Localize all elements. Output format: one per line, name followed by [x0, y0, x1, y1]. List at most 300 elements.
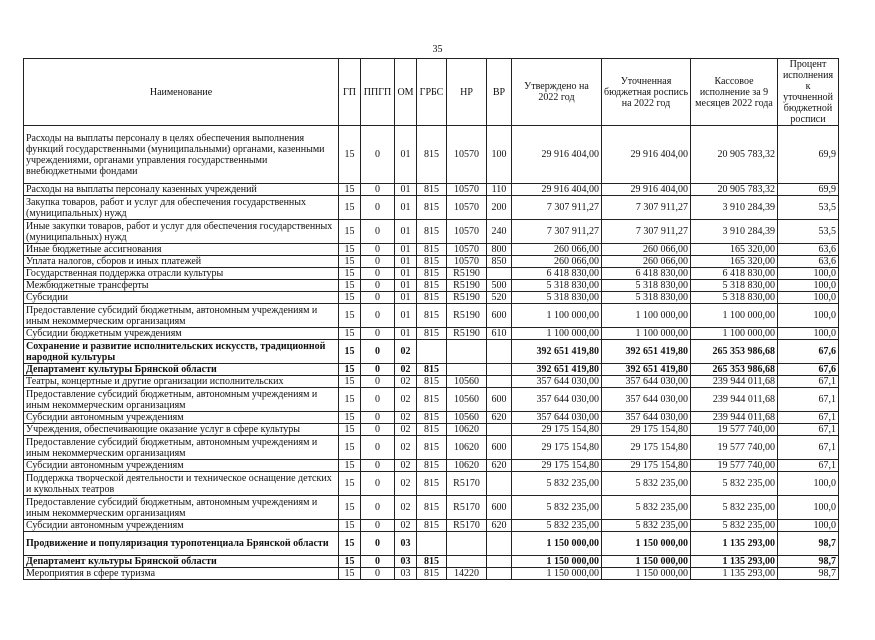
table-row — [24, 376, 839, 388]
cell-approved: 29 175 154,80 — [512, 436, 602, 460]
cell-vr — [487, 568, 512, 580]
cell-ppgp: 0 — [361, 376, 395, 388]
cell-name: Расходы на выплаты персоналу казенных учреждений — [24, 184, 339, 196]
cell-ppgp: 0 — [361, 126, 395, 184]
cell-gp: 15 — [339, 328, 361, 340]
cell-gp: 15 — [339, 340, 361, 364]
cell-name: Иные закупки товаров, работ и услуг для обеспечения государственных (муниципальных) нужд — [24, 220, 339, 244]
cell-om: 03 — [395, 568, 417, 580]
cell-approved: 357 644 030,00 — [512, 388, 602, 412]
cell-vr — [487, 556, 512, 568]
table-row — [24, 460, 839, 472]
cell-grbs — [417, 340, 447, 364]
cell-cash: 5 832 235,00 — [691, 496, 778, 520]
cell-approved: 29 916 404,00 — [512, 184, 602, 196]
cell-ppgp: 0 — [361, 424, 395, 436]
cell-vr: 500 — [487, 280, 512, 292]
cell-gp: 15 — [339, 520, 361, 532]
header-cash: Кассовое исполнение за 9 месяцев 2022 года — [691, 59, 778, 126]
cell-gp: 15 — [339, 280, 361, 292]
cell-gp: 15 — [339, 388, 361, 412]
cell-percent: 100,0 — [778, 520, 839, 532]
cell-percent: 100,0 — [778, 496, 839, 520]
cell-percent: 53,5 — [778, 220, 839, 244]
cell-percent: 100,0 — [778, 328, 839, 340]
cell-nr — [447, 532, 487, 556]
cell-grbs: 815 — [417, 520, 447, 532]
cell-vr: 520 — [487, 292, 512, 304]
cell-approved: 260 066,00 — [512, 244, 602, 256]
cell-percent: 98,7 — [778, 568, 839, 580]
cell-name: Департамент культуры Брянской области — [24, 364, 339, 376]
cell-gp: 15 — [339, 292, 361, 304]
cell-vr: 620 — [487, 520, 512, 532]
header-grbs: ГРБС — [417, 59, 447, 126]
cell-grbs — [417, 532, 447, 556]
cell-gp: 15 — [339, 196, 361, 220]
cell-vr: 620 — [487, 460, 512, 472]
cell-ppgp: 0 — [361, 436, 395, 460]
cell-refined: 357 644 030,00 — [602, 376, 691, 388]
cell-approved: 5 318 830,00 — [512, 292, 602, 304]
cell-approved: 5 832 235,00 — [512, 520, 602, 532]
cell-grbs: 815 — [417, 126, 447, 184]
cell-refined: 357 644 030,00 — [602, 388, 691, 412]
cell-approved: 1 150 000,00 — [512, 556, 602, 568]
cell-cash: 1 135 293,00 — [691, 532, 778, 556]
table-row — [24, 556, 839, 568]
cell-refined: 392 651 419,80 — [602, 340, 691, 364]
cell-cash: 1 135 293,00 — [691, 556, 778, 568]
cell-gp: 15 — [339, 376, 361, 388]
table-header-row — [24, 59, 839, 126]
table-row — [24, 126, 839, 184]
table-row — [24, 532, 839, 556]
cell-approved: 260 066,00 — [512, 256, 602, 268]
cell-om: 02 — [395, 388, 417, 412]
cell-gp: 15 — [339, 220, 361, 244]
cell-grbs: 815 — [417, 460, 447, 472]
table-row — [24, 220, 839, 244]
cell-approved: 357 644 030,00 — [512, 412, 602, 424]
cell-nr: 10560 — [447, 412, 487, 424]
cell-approved: 5 832 235,00 — [512, 472, 602, 496]
cell-cash: 1 100 000,00 — [691, 304, 778, 328]
cell-name: Государственная поддержка отрасли культуры — [24, 268, 339, 280]
table-row — [24, 256, 839, 268]
cell-refined: 7 307 911,27 — [602, 220, 691, 244]
cell-refined: 29 175 154,80 — [602, 460, 691, 472]
cell-percent: 67,1 — [778, 460, 839, 472]
cell-vr: 610 — [487, 328, 512, 340]
cell-nr: R5190 — [447, 268, 487, 280]
cell-nr: R5190 — [447, 304, 487, 328]
table-row — [24, 424, 839, 436]
cell-approved: 7 307 911,27 — [512, 220, 602, 244]
cell-cash: 265 353 986,68 — [691, 364, 778, 376]
cell-name: Иные бюджетные ассигнования — [24, 244, 339, 256]
cell-nr: R5170 — [447, 472, 487, 496]
cell-gp: 15 — [339, 412, 361, 424]
table-row — [24, 520, 839, 532]
cell-vr: 850 — [487, 256, 512, 268]
cell-cash: 165 320,00 — [691, 244, 778, 256]
cell-ppgp: 0 — [361, 460, 395, 472]
cell-name: Предоставление субсидий бюджетным, автономным учреждениям и иным некоммерческим организациям — [24, 304, 339, 328]
cell-refined: 1 100 000,00 — [602, 304, 691, 328]
cell-grbs: 815 — [417, 472, 447, 496]
cell-ppgp: 0 — [361, 520, 395, 532]
cell-gp: 15 — [339, 256, 361, 268]
cell-om: 02 — [395, 340, 417, 364]
cell-percent: 53,5 — [778, 196, 839, 220]
cell-name: Закупка товаров, работ и услуг для обеспечения государственных (муниципальных) нужд — [24, 196, 339, 220]
cell-cash: 3 910 284,39 — [691, 196, 778, 220]
cell-nr: 10560 — [447, 388, 487, 412]
cell-nr: R5190 — [447, 292, 487, 304]
cell-name: Субсидии автономным учреждениям — [24, 412, 339, 424]
cell-grbs: 815 — [417, 388, 447, 412]
header-approved: Утверждено на 2022 год — [512, 59, 602, 126]
cell-vr — [487, 424, 512, 436]
cell-cash: 19 577 740,00 — [691, 460, 778, 472]
cell-name: Мероприятия в сфере туризма — [24, 568, 339, 580]
cell-refined: 29 175 154,80 — [602, 424, 691, 436]
cell-approved: 357 644 030,00 — [512, 376, 602, 388]
cell-name: Уплата налогов, сборов и иных платежей — [24, 256, 339, 268]
cell-refined: 260 066,00 — [602, 256, 691, 268]
cell-percent: 67,6 — [778, 364, 839, 376]
cell-nr — [447, 364, 487, 376]
cell-cash: 239 944 011,68 — [691, 412, 778, 424]
cell-om: 03 — [395, 556, 417, 568]
cell-name: Предоставление субсидий бюджетным, автономным учреждениям и иным некоммерческим организациям — [24, 436, 339, 460]
cell-grbs: 815 — [417, 436, 447, 460]
cell-refined: 7 307 911,27 — [602, 196, 691, 220]
cell-grbs: 815 — [417, 364, 447, 376]
cell-vr: 240 — [487, 220, 512, 244]
cell-nr: R5190 — [447, 328, 487, 340]
cell-grbs: 815 — [417, 556, 447, 568]
cell-om: 01 — [395, 268, 417, 280]
cell-refined: 5 832 235,00 — [602, 520, 691, 532]
cell-ppgp: 0 — [361, 532, 395, 556]
cell-approved: 5 318 830,00 — [512, 280, 602, 292]
cell-approved: 1 150 000,00 — [512, 532, 602, 556]
cell-nr: 10570 — [447, 184, 487, 196]
cell-name: Межбюджетные трансферты — [24, 280, 339, 292]
header-gp: ГП — [339, 59, 361, 126]
cell-cash: 3 910 284,39 — [691, 220, 778, 244]
cell-approved: 6 418 830,00 — [512, 268, 602, 280]
cell-ppgp: 0 — [361, 256, 395, 268]
cell-refined: 29 916 404,00 — [602, 126, 691, 184]
cell-vr: 600 — [487, 436, 512, 460]
cell-ppgp: 0 — [361, 304, 395, 328]
cell-gp: 15 — [339, 496, 361, 520]
cell-name: Департамент культуры Брянской области — [24, 556, 339, 568]
cell-cash: 5 832 235,00 — [691, 520, 778, 532]
cell-om: 02 — [395, 364, 417, 376]
cell-percent: 69,9 — [778, 126, 839, 184]
cell-grbs: 815 — [417, 196, 447, 220]
cell-om: 02 — [395, 424, 417, 436]
cell-refined: 1 100 000,00 — [602, 328, 691, 340]
cell-refined: 392 651 419,80 — [602, 364, 691, 376]
cell-name: Субсидии — [24, 292, 339, 304]
cell-nr: R5170 — [447, 496, 487, 520]
cell-gp: 15 — [339, 184, 361, 196]
cell-om: 01 — [395, 220, 417, 244]
cell-name: Предоставление субсидий бюджетным, автономным учреждениям и иным некоммерческим организациям — [24, 388, 339, 412]
cell-grbs: 815 — [417, 268, 447, 280]
cell-om: 01 — [395, 328, 417, 340]
table-row — [24, 340, 839, 364]
cell-nr: 10570 — [447, 196, 487, 220]
cell-grbs: 815 — [417, 412, 447, 424]
cell-refined: 5 832 235,00 — [602, 472, 691, 496]
cell-grbs: 815 — [417, 292, 447, 304]
cell-name: Учреждения, обеспечивающие оказание услуг в сфере культуры — [24, 424, 339, 436]
cell-grbs: 815 — [417, 376, 447, 388]
cell-percent: 67,1 — [778, 388, 839, 412]
cell-cash: 239 944 011,68 — [691, 376, 778, 388]
cell-nr: 10620 — [447, 424, 487, 436]
cell-name: Поддержка творческой деятельности и техническое оснащение детских и кукольных театров — [24, 472, 339, 496]
cell-percent: 63,6 — [778, 256, 839, 268]
header-vr: ВР — [487, 59, 512, 126]
cell-cash: 265 353 986,68 — [691, 340, 778, 364]
cell-gp: 15 — [339, 424, 361, 436]
cell-om: 01 — [395, 244, 417, 256]
cell-percent: 67,6 — [778, 340, 839, 364]
cell-vr: 620 — [487, 412, 512, 424]
cell-nr — [447, 340, 487, 364]
header-om: ОМ — [395, 59, 417, 126]
cell-cash: 6 418 830,00 — [691, 268, 778, 280]
cell-name: Сохранение и развитие исполнительских искусств, традиционной народной культуры — [24, 340, 339, 364]
cell-vr — [487, 472, 512, 496]
cell-name: Субсидии автономным учреждениям — [24, 460, 339, 472]
cell-percent: 67,1 — [778, 376, 839, 388]
cell-refined: 357 644 030,00 — [602, 412, 691, 424]
cell-cash: 20 905 783,32 — [691, 126, 778, 184]
table-row — [24, 280, 839, 292]
cell-gp: 15 — [339, 568, 361, 580]
cell-percent: 67,1 — [778, 412, 839, 424]
cell-nr: 10620 — [447, 436, 487, 460]
cell-cash: 1 135 293,00 — [691, 568, 778, 580]
cell-ppgp: 0 — [361, 340, 395, 364]
cell-approved: 7 307 911,27 — [512, 196, 602, 220]
cell-vr: 100 — [487, 126, 512, 184]
cell-ppgp: 0 — [361, 388, 395, 412]
header-ppgp: ППГП — [361, 59, 395, 126]
cell-name: Театры, концертные и другие организации исполнительских — [24, 376, 339, 388]
cell-om: 01 — [395, 126, 417, 184]
cell-percent: 100,0 — [778, 268, 839, 280]
cell-cash: 19 577 740,00 — [691, 436, 778, 460]
cell-vr: 110 — [487, 184, 512, 196]
cell-vr: 600 — [487, 388, 512, 412]
cell-grbs: 815 — [417, 568, 447, 580]
table-row — [24, 328, 839, 340]
cell-vr — [487, 268, 512, 280]
cell-refined: 6 418 830,00 — [602, 268, 691, 280]
cell-gp: 15 — [339, 472, 361, 496]
cell-ppgp: 0 — [361, 328, 395, 340]
table-row — [24, 292, 839, 304]
cell-vr: 800 — [487, 244, 512, 256]
cell-approved: 1 100 000,00 — [512, 304, 602, 328]
cell-approved: 29 175 154,80 — [512, 460, 602, 472]
cell-grbs: 815 — [417, 220, 447, 244]
cell-name: Субсидии автономным учреждениям — [24, 520, 339, 532]
cell-vr — [487, 364, 512, 376]
cell-nr — [447, 556, 487, 568]
cell-percent: 63,6 — [778, 244, 839, 256]
table-row — [24, 472, 839, 496]
cell-percent: 67,1 — [778, 436, 839, 460]
cell-nr: R5170 — [447, 520, 487, 532]
cell-ppgp: 0 — [361, 244, 395, 256]
cell-cash: 20 905 783,32 — [691, 184, 778, 196]
cell-percent: 100,0 — [778, 472, 839, 496]
budget-table — [23, 58, 839, 580]
cell-om: 03 — [395, 532, 417, 556]
cell-nr: 14220 — [447, 568, 487, 580]
cell-grbs: 815 — [417, 496, 447, 520]
cell-ppgp: 0 — [361, 220, 395, 244]
cell-om: 01 — [395, 292, 417, 304]
cell-gp: 15 — [339, 304, 361, 328]
cell-grbs: 815 — [417, 328, 447, 340]
cell-gp: 15 — [339, 268, 361, 280]
cell-cash: 19 577 740,00 — [691, 424, 778, 436]
cell-nr: 10570 — [447, 244, 487, 256]
table-row — [24, 268, 839, 280]
cell-name: Предоставление субсидий бюджетным, автономным учреждениям и иным некоммерческим организациям — [24, 496, 339, 520]
cell-cash: 5 832 235,00 — [691, 472, 778, 496]
cell-percent: 100,0 — [778, 292, 839, 304]
cell-refined: 5 318 830,00 — [602, 292, 691, 304]
cell-om: 01 — [395, 280, 417, 292]
table-row — [24, 196, 839, 220]
cell-vr: 600 — [487, 304, 512, 328]
cell-ppgp: 0 — [361, 568, 395, 580]
cell-percent: 67,1 — [778, 424, 839, 436]
cell-ppgp: 0 — [361, 292, 395, 304]
header-refined: Уточненная бюджетная роспись на 2022 год — [602, 59, 691, 126]
cell-grbs: 815 — [417, 424, 447, 436]
cell-vr — [487, 376, 512, 388]
cell-grbs: 815 — [417, 280, 447, 292]
cell-refined: 5 318 830,00 — [602, 280, 691, 292]
page-number: 35 — [432, 44, 443, 55]
cell-approved: 29 175 154,80 — [512, 424, 602, 436]
cell-refined: 29 175 154,80 — [602, 436, 691, 460]
cell-approved: 1 100 000,00 — [512, 328, 602, 340]
cell-refined: 1 150 000,00 — [602, 532, 691, 556]
cell-om: 01 — [395, 304, 417, 328]
cell-ppgp: 0 — [361, 496, 395, 520]
cell-vr: 200 — [487, 196, 512, 220]
cell-approved: 392 651 419,80 — [512, 364, 602, 376]
cell-vr: 600 — [487, 496, 512, 520]
cell-percent: 100,0 — [778, 304, 839, 328]
cell-refined: 5 832 235,00 — [602, 496, 691, 520]
table-row — [24, 568, 839, 580]
cell-refined: 29 916 404,00 — [602, 184, 691, 196]
cell-nr: 10570 — [447, 126, 487, 184]
cell-gp: 15 — [339, 126, 361, 184]
cell-nr: R5190 — [447, 280, 487, 292]
table-row — [24, 364, 839, 376]
cell-vr — [487, 532, 512, 556]
cell-name: Продвижение и популяризация туропотенциала Брянской области — [24, 532, 339, 556]
cell-refined: 1 150 000,00 — [602, 556, 691, 568]
cell-cash: 239 944 011,68 — [691, 388, 778, 412]
cell-nr: 10570 — [447, 256, 487, 268]
cell-approved: 392 651 419,80 — [512, 340, 602, 364]
cell-nr: 10620 — [447, 460, 487, 472]
cell-om: 01 — [395, 184, 417, 196]
cell-cash: 5 318 830,00 — [691, 280, 778, 292]
cell-grbs: 815 — [417, 304, 447, 328]
cell-approved: 1 150 000,00 — [512, 568, 602, 580]
cell-percent: 100,0 — [778, 280, 839, 292]
cell-percent: 98,7 — [778, 532, 839, 556]
cell-grbs: 815 — [417, 184, 447, 196]
cell-cash: 165 320,00 — [691, 256, 778, 268]
cell-gp: 15 — [339, 364, 361, 376]
cell-gp: 15 — [339, 532, 361, 556]
cell-ppgp: 0 — [361, 280, 395, 292]
cell-ppgp: 0 — [361, 556, 395, 568]
table-row — [24, 436, 839, 460]
cell-ppgp: 0 — [361, 184, 395, 196]
cell-om: 02 — [395, 376, 417, 388]
cell-om: 02 — [395, 436, 417, 460]
cell-name: Расходы на выплаты персоналу в целях обеспечения выполнения функций государственными (муниципальными) органами, казенными учреждениями, органами управления государственными внебюджетными фондами — [24, 126, 339, 184]
cell-nr: 10570 — [447, 220, 487, 244]
cell-nr: 10560 — [447, 376, 487, 388]
table-row — [24, 388, 839, 412]
cell-cash: 1 100 000,00 — [691, 328, 778, 340]
cell-om: 02 — [395, 496, 417, 520]
cell-ppgp: 0 — [361, 364, 395, 376]
cell-refined: 260 066,00 — [602, 244, 691, 256]
cell-gp: 15 — [339, 460, 361, 472]
cell-cash: 5 318 830,00 — [691, 292, 778, 304]
cell-ppgp: 0 — [361, 196, 395, 220]
cell-approved: 29 916 404,00 — [512, 126, 602, 184]
table-row — [24, 496, 839, 520]
header-name: Наименование — [24, 59, 339, 126]
cell-name: Субсидии бюджетным учреждениям — [24, 328, 339, 340]
cell-grbs: 815 — [417, 244, 447, 256]
cell-gp: 15 — [339, 436, 361, 460]
cell-percent: 98,7 — [778, 556, 839, 568]
table-row — [24, 304, 839, 328]
cell-percent: 69,9 — [778, 184, 839, 196]
cell-om: 02 — [395, 412, 417, 424]
cell-om: 02 — [395, 520, 417, 532]
cell-refined: 1 150 000,00 — [602, 568, 691, 580]
table-row — [24, 244, 839, 256]
cell-om: 02 — [395, 460, 417, 472]
cell-ppgp: 0 — [361, 412, 395, 424]
